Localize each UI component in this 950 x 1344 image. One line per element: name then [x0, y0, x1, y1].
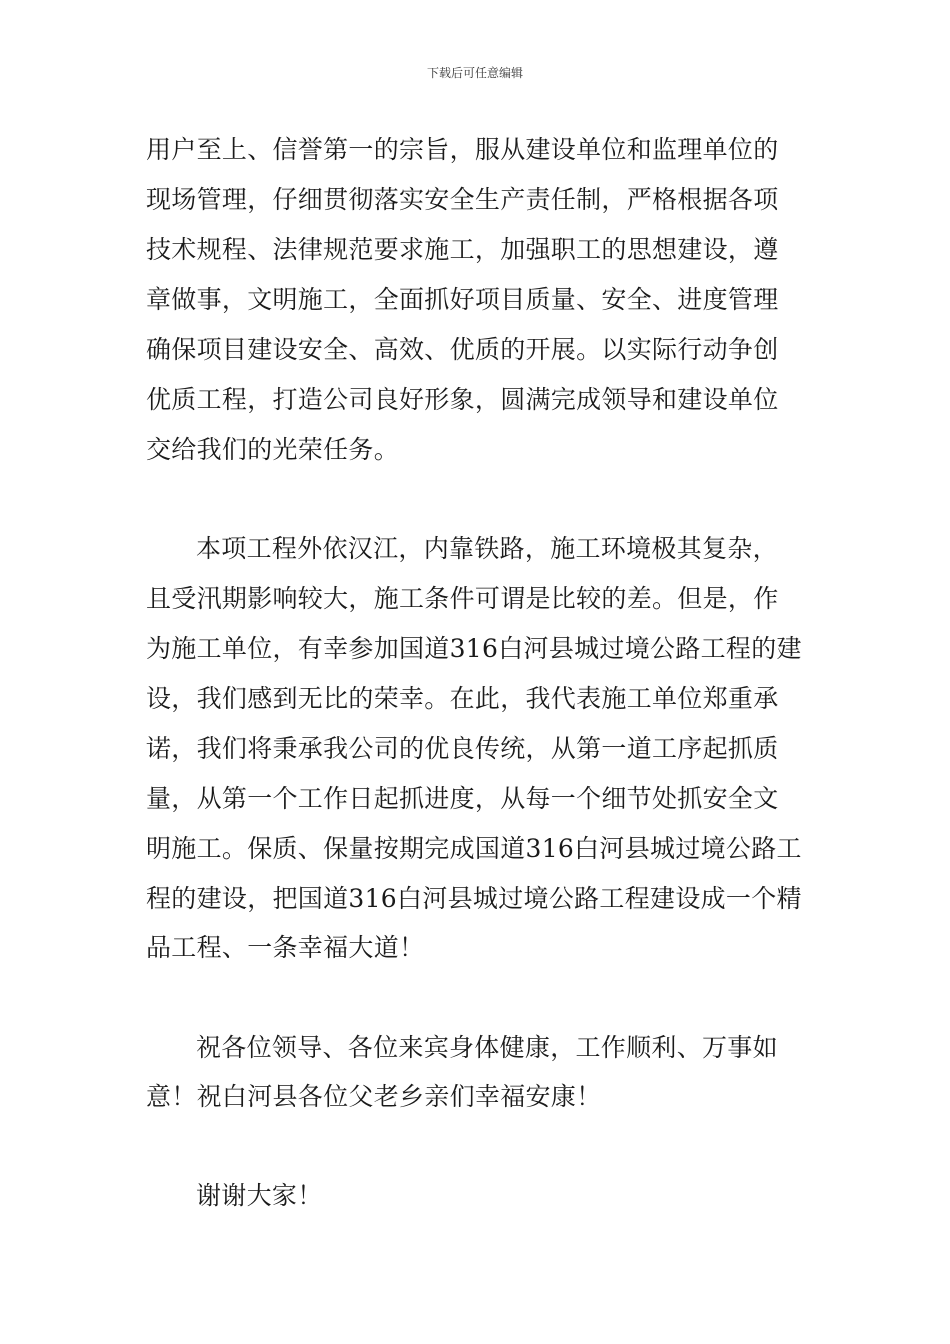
text-line: 量，从第一个工作日起抓进度，从每一个细节处抓安全文 [146, 784, 779, 813]
text-line: 明施工。保质、保量按期完成国道316白河县城过境公路工 [146, 834, 802, 863]
text-line: 设，我们感到无比的荣幸。在此，我代表施工单位郑重承 [146, 684, 779, 713]
text-line: 技术规程、法律规范要求施工，加强职工的思想建设，遵 [146, 235, 779, 264]
page-header: 下载后可任意编辑 [426, 66, 523, 80]
text-line: 品工程、一条幸福大道！ [146, 933, 425, 962]
text-line: 章做事，文明施工，全面抓好项目质量、安全、进度管理 [146, 285, 779, 314]
text-line: 为施工单位，有幸参加国道316白河县城过境公路工程的建 [146, 634, 802, 663]
text-line: 用户至上、信誉第一的宗旨，服从建设单位和监理单位的 [146, 135, 779, 164]
text-line: 现场管理，仔细贯彻落实安全生产责任制，严格根据各项 [146, 185, 779, 214]
text-line: 诺，我们将秉承我公司的优良传统，从第一道工序起抓质 [146, 734, 779, 763]
text-line: 确保项目建设安全、高效、优质的开展。以实际行动争创 [146, 335, 779, 364]
text-line: 程的建设，把国道316白河县城过境公路工程建设成一个精 [146, 884, 802, 913]
text-line: 交给我们的光荣任务。 [146, 435, 400, 464]
text-line: 本项工程外依汉江，内靠铁路，施工环境极其复杂， [196, 534, 778, 563]
text-line: 祝各位领导、各位来宾身体健康，工作顺利、万事如 [196, 1033, 778, 1062]
text-line: 优质工程，打造公司良好形象，圆满完成领导和建设单位 [146, 385, 779, 414]
text-line: 谢谢大家！ [196, 1181, 323, 1210]
text-line: 意！祝白河县各位父老乡亲们幸福安康！ [146, 1082, 602, 1111]
text-line: 且受汛期影响较大，施工条件可谓是比较的差。但是，作 [146, 584, 779, 613]
